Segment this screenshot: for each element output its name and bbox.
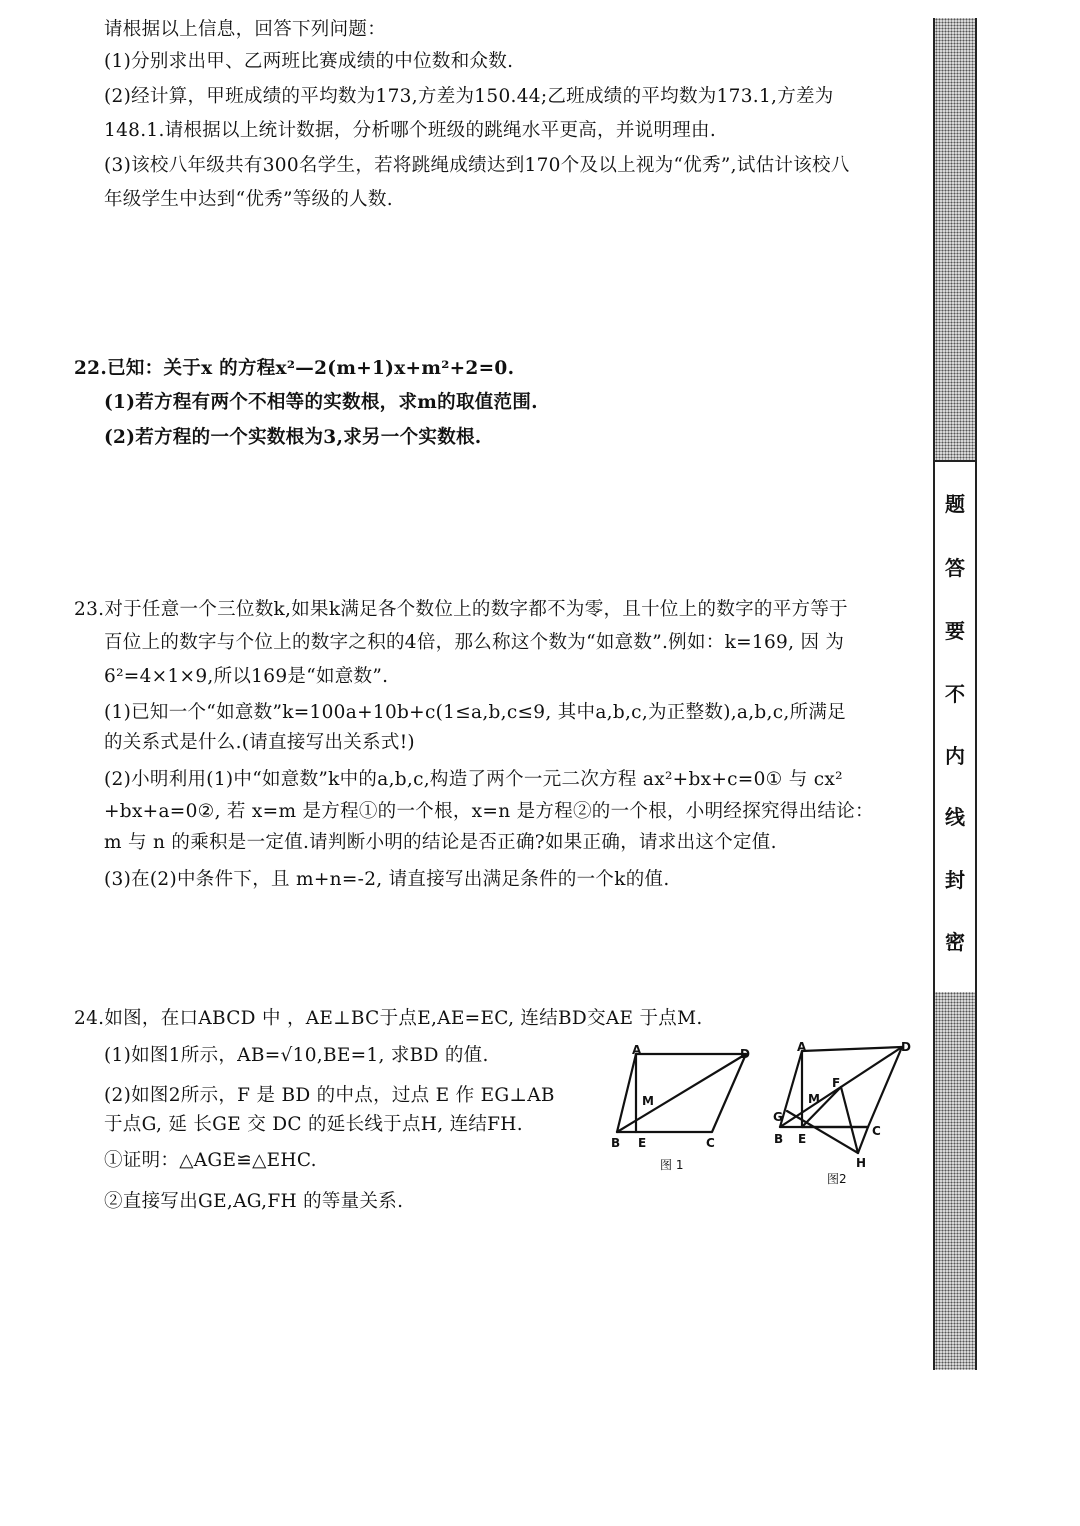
fig2-label-f: F bbox=[832, 1076, 841, 1090]
fig2-label-b: B bbox=[774, 1132, 784, 1146]
strip-pattern-bottom bbox=[935, 992, 975, 1370]
strip-pattern-top bbox=[935, 18, 975, 460]
q21-part2-line2: 148.1.请根据以上统计数据，分析哪个班级的跳绳水平更高，并说明理由. bbox=[104, 120, 717, 141]
q24-part2-line2: 于点G, 延 长GE 交 DC 的延长线于点H, 连结FH. bbox=[104, 1114, 523, 1135]
figure-1-caption: 图 1 bbox=[660, 1158, 684, 1172]
fig2-label-e: E bbox=[798, 1132, 807, 1146]
q23-line1: 23.对于任意一个三位数k,如果k满足各个数位上的数字都不为零，且十位上的数字的平方等于 bbox=[74, 599, 848, 620]
fig1-label-c: C bbox=[706, 1136, 715, 1150]
q24-part2-b: ②直接写出GE,AG,FH 的等量关系. bbox=[104, 1191, 404, 1212]
q23-part1-line2: 的关系式是什么.(请直接写出关系式!) bbox=[104, 732, 415, 753]
q24-part2-line1: (2)如图2所示，F 是 BD 的中点，过点 E 作 EG⊥AB bbox=[104, 1085, 555, 1106]
seal-warning bbox=[935, 460, 975, 994]
q21-intro: 请根据以上信息，回答下列问题： bbox=[104, 19, 387, 40]
fig2-label-a: A bbox=[797, 1040, 807, 1054]
q23-part2-line3: m 与 n 的乘积是一定值.请判断小明的结论是否正确?如果正确，请求出这个定值. bbox=[104, 832, 777, 853]
fig1-label-a: A bbox=[632, 1043, 642, 1057]
seal-char: 内 bbox=[945, 744, 965, 768]
q21-part2-line1: (2)经计算，甲班成绩的平均数为173,方差为150.44;乙班成绩的平均数为173.1,方差为 bbox=[104, 86, 834, 107]
fig2-label-d: D bbox=[901, 1040, 911, 1054]
seal-char: 封 bbox=[945, 868, 965, 892]
q21-part3-line1: (3)该校八年级共有300名学生，若将跳绳成绩达到170个及以上视为“优秀”,试估计该校八 bbox=[104, 155, 850, 176]
figure-2-caption: 图2 bbox=[827, 1172, 847, 1186]
fig1-label-m: M bbox=[642, 1094, 654, 1108]
q23-line3: 6²=4×1×9,所以169是“如意数”. bbox=[104, 666, 389, 687]
seal-binding-strip bbox=[933, 18, 977, 1370]
fig1-label-b: B bbox=[611, 1136, 621, 1150]
seal-char: 密 bbox=[945, 930, 965, 954]
q24-part1: (1)如图1所示，AB=√10,BE=1, 求BD 的值. bbox=[104, 1045, 489, 1066]
seal-char: 不 bbox=[945, 682, 965, 706]
seal-char: 要 bbox=[945, 619, 965, 643]
figure-2 bbox=[770, 1035, 920, 1175]
q24-stem: 24.如图，在口ABCD 中 ，AE⊥BC于点E,AE=EC, 连结BD交AE 于点M. bbox=[74, 1008, 703, 1029]
q23-part2-line1: (2)小明利用(1)中“如意数”k中的a,b,c,构造了两个一元二次方程 ax²+bx+c=0① 与 cx² bbox=[104, 769, 843, 790]
segment-fh bbox=[841, 1087, 858, 1153]
q23-part1-line1: (1)已知一个“如意数”k=100a+10b+c(1≤a,b,c≤9, 其中a,b,c,为正整数),a,b,c,所满足 bbox=[104, 702, 846, 723]
seal-char: 答 bbox=[945, 556, 965, 580]
q21-part3-line2: 年级学生中达到“优秀”等级的人数. bbox=[104, 189, 393, 210]
q24-part2-a: ①证明：△AGE≌△EHC. bbox=[104, 1150, 317, 1171]
q21-part1: (1)分别求出甲、乙两班比赛成绩的中位数和众数. bbox=[104, 51, 514, 72]
fig1-label-e: E bbox=[638, 1136, 647, 1150]
q22-part1: (1)若方程有两个不相等的实数根，求m的取值范围. bbox=[104, 392, 538, 413]
fig1-label-d: D bbox=[740, 1047, 750, 1061]
q23-part3: (3)在(2)中条件下，且 m+n=-2, 请直接写出满足条件的一个k的值. bbox=[104, 869, 670, 890]
fig2-label-c: C bbox=[872, 1124, 881, 1138]
fig2-label-g: G bbox=[773, 1110, 783, 1124]
fig2-label-h: H bbox=[856, 1156, 867, 1170]
q23-part2-line2: +bx+a=0②, 若 x=m 是方程①的一个根，x=n 是方程②的一个根，小明经探究得出结论： bbox=[104, 801, 874, 822]
seal-char: 线 bbox=[945, 805, 965, 829]
seal-char: 题 bbox=[945, 492, 965, 516]
segment-ch bbox=[858, 1127, 868, 1153]
q22-part2: (2)若方程的一个实数根为3,求另一个实数根. bbox=[104, 427, 482, 448]
q23-line2: 百位上的数字与个位上的数字之积的4倍，那么称这个数为“如意数”.例如：k=169, 因 为 bbox=[104, 632, 845, 653]
q22-stem: 22.已知：关于x 的方程x²—2(m+1)x+m²+2=0. bbox=[74, 358, 515, 379]
fig2-label-m: M bbox=[808, 1092, 820, 1106]
